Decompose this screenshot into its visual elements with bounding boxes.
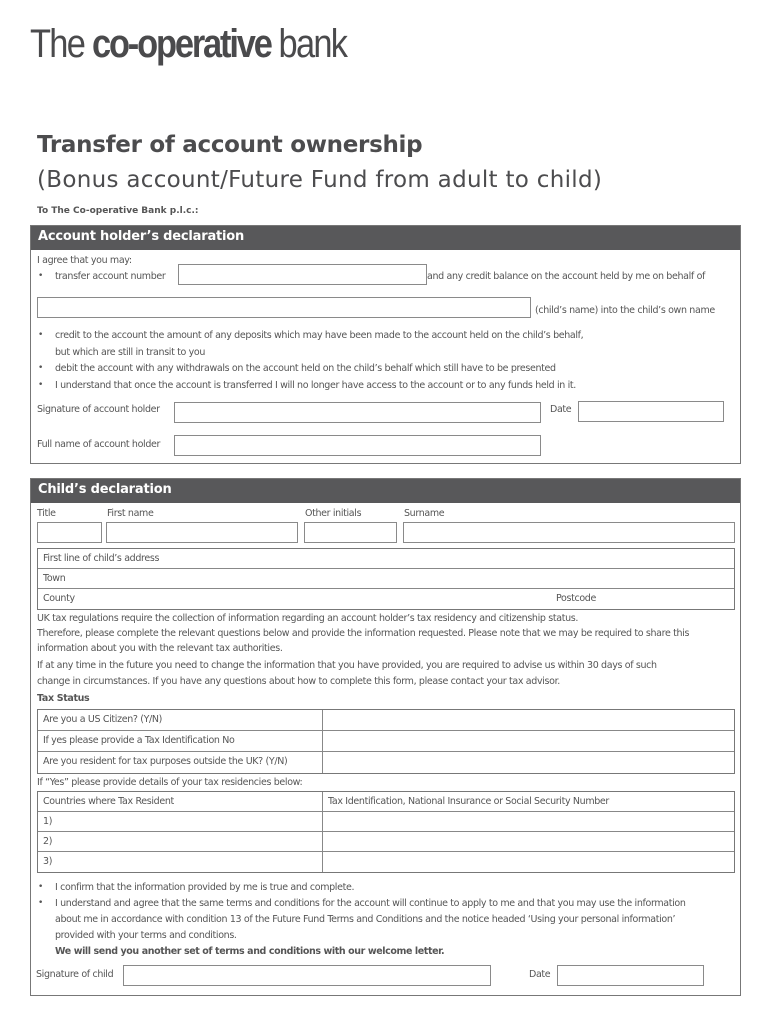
bullet: •	[38, 898, 43, 908]
bullet-text: I confirm that the information provided by me is true and complete.	[55, 882, 355, 893]
tax-status-heading: Tax Status	[37, 693, 90, 704]
tax-text: UK tax regulations require the collection of information regarding an account holder’s tax residency and citizenship status.	[37, 613, 579, 624]
bank-logo: The co-operative bank	[30, 22, 347, 66]
fullname-input[interactable]	[174, 435, 541, 456]
date-label: Date	[550, 404, 572, 415]
addressee: To The Co-operative Bank p.l.c.:	[37, 206, 199, 216]
intro-text: I agree that you may:	[37, 255, 132, 266]
bullet: •	[38, 271, 43, 281]
tax-text: information about you with the relevant tax authorities.	[37, 643, 283, 654]
page-subtitle: (Bonus account/Future Fund from adult to child)	[37, 167, 603, 193]
table-row[interactable]: Are you a US Citizen? (Y/N)	[38, 710, 734, 731]
tax-residency-table	[37, 791, 735, 873]
signature-input[interactable]	[174, 402, 541, 423]
page-title: Transfer of account ownership	[37, 132, 423, 158]
bullet-text: I understand and agree that the same terms and conditions for the account will continue to apply to me and that you may use the information	[55, 898, 686, 909]
surname-label: Surname	[404, 508, 445, 519]
first-name-input[interactable]	[106, 522, 298, 543]
postcode-label: Postcode	[556, 593, 596, 604]
table-row[interactable]: Are you resident for tax purposes outside the UK? (Y/N)	[38, 752, 734, 773]
tax-status-table	[37, 709, 735, 774]
child-date-input[interactable]	[557, 965, 704, 986]
surname-input[interactable]	[403, 522, 735, 543]
text: (child’s name) into the child’s own name	[535, 305, 715, 316]
tax-text: change in circumstances. If you have any questions about how to complete this form, please contact your tax advisor.	[37, 676, 560, 687]
account-number-input[interactable]	[178, 264, 427, 285]
child-signature-input[interactable]	[123, 965, 491, 986]
bullet: •	[38, 882, 43, 892]
child-signature-label: Signature of child	[36, 969, 114, 980]
child-date-label: Date	[529, 969, 551, 980]
table-row[interactable]: 3)	[38, 852, 734, 872]
table-row[interactable]: 1)	[38, 812, 734, 832]
town-field[interactable]: Town	[38, 569, 734, 589]
title-input[interactable]	[37, 522, 102, 543]
other-initials-input[interactable]	[304, 522, 397, 543]
section-header: Child’s declaration	[31, 479, 740, 503]
table-row[interactable]: If yes please provide a Tax Identification No	[38, 731, 734, 752]
if-yes-text: If “Yes” please provide details of your tax residencies below:	[37, 777, 303, 788]
first-name-label: First name	[107, 508, 154, 519]
table-header-row: Countries where Tax Resident Tax Identification, National Insurance or Social Security Number	[38, 792, 734, 812]
bullet-text: I understand that once the account is transferred I will no longer have access to the account or to any funds held in it.	[55, 380, 576, 391]
bullet-text: provided with your terms and conditions.	[55, 930, 237, 941]
tax-text: If at any time in the future you need to change the information that you have provided, you are required to advise us within 30 days of such	[37, 660, 657, 671]
address-table	[37, 548, 735, 610]
bullet: •	[38, 330, 43, 340]
bullet: •	[38, 380, 43, 390]
account-holder-section	[30, 225, 741, 464]
bullet-text: about me in accordance with condition 13 of the Future Fund Terms and Conditions and the notice headed ‘Using your personal information’	[55, 914, 676, 925]
table-row[interactable]: 2)	[38, 832, 734, 852]
bullet: •	[38, 363, 43, 373]
address-line-field[interactable]: First line of child’s address	[38, 549, 734, 569]
text: and any credit balance on the account held by me on behalf of	[427, 271, 706, 282]
tax-text: Therefore, please complete the relevant questions below and provide the information requested. Please note that we may be required to share this	[37, 628, 690, 639]
bullet-text: but which are still in transit to you	[55, 347, 206, 358]
bullet-text: credit to the account the amount of any deposits which may have been made to the account held on the child’s behalf,	[55, 330, 584, 341]
signature-label: Signature of account holder	[37, 404, 160, 415]
welcome-note: We will send you another set of terms and conditions with our welcome letter.	[55, 946, 445, 957]
county-field[interactable]: County Postcode	[43, 593, 596, 604]
child-name-input[interactable]	[37, 297, 531, 318]
other-initials-label: Other initials	[305, 508, 362, 519]
bullet-text: debit the account with any withdrawals on the account held on the child’s behalf which still have to be presented	[55, 363, 556, 374]
transfer-label: transfer account number	[55, 271, 166, 282]
section-header: Account holder’s declaration	[31, 226, 740, 250]
date-input[interactable]	[578, 401, 724, 422]
fullname-label: Full name of account holder	[37, 439, 161, 450]
title-label: Title	[37, 508, 56, 519]
